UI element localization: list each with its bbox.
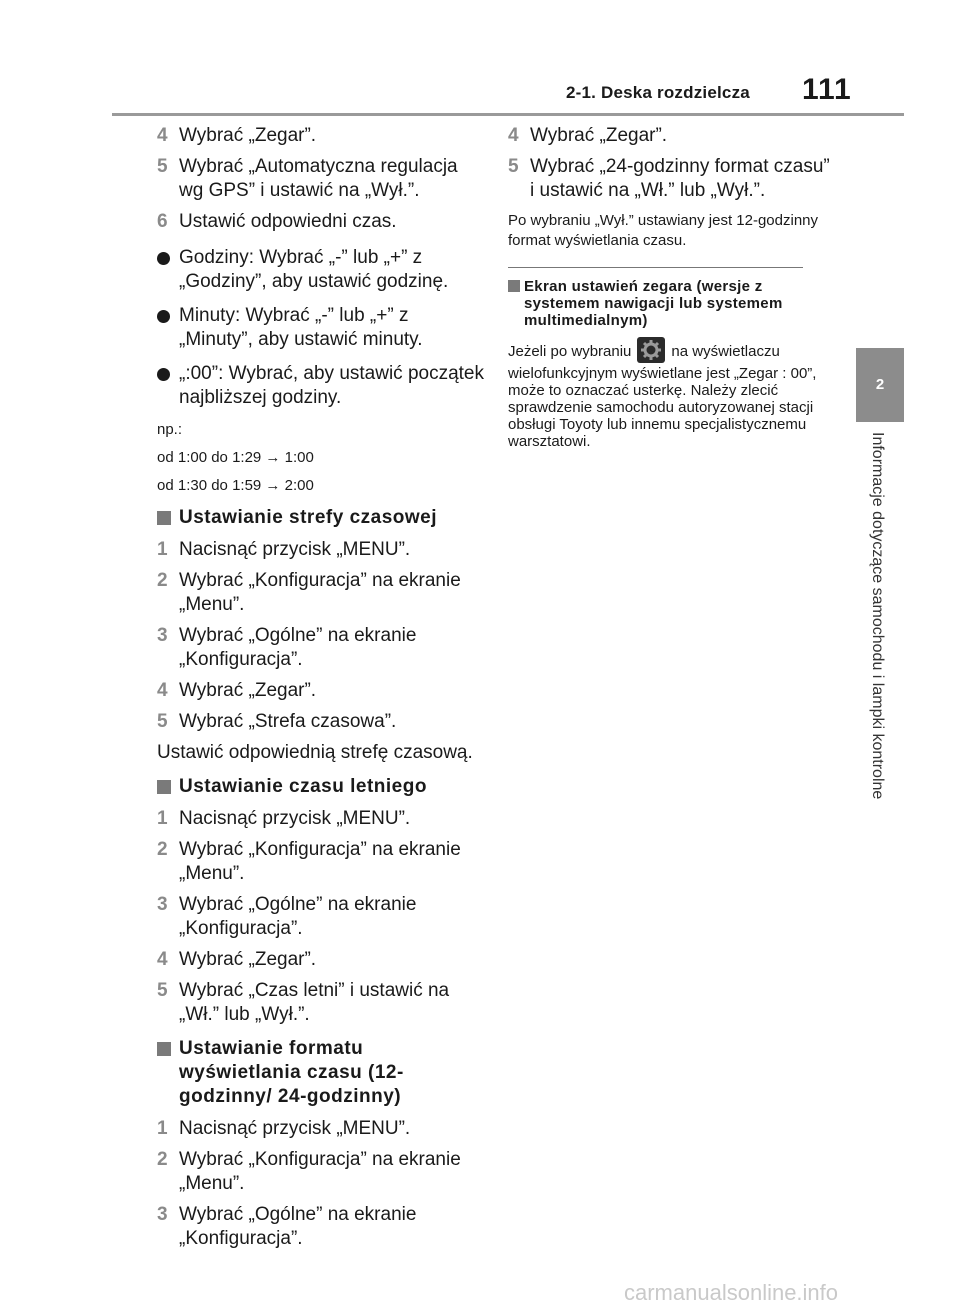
chapter-tab	[856, 348, 904, 422]
example-block	[157, 420, 487, 496]
heading-text: Ustawianie formatu wyświetlania czasu (12-godzinny/ 24-godzinny)	[179, 1038, 404, 1107]
step-text: Wybrać „Ogólne” na ekranie „Konfiguracja”.	[179, 894, 417, 939]
step-item	[157, 210, 487, 234]
bullet-dot	[157, 368, 170, 381]
gear-icon	[637, 337, 665, 363]
step-number: 2	[157, 1149, 168, 1170]
page-number: 111	[802, 73, 852, 106]
step-text: Ustawić odpowiedni czas.	[179, 211, 397, 232]
step-item	[157, 1203, 487, 1251]
warning-text-before: Jeżeli po wybraniu	[508, 342, 632, 360]
step-number: 3	[157, 625, 168, 646]
step-item	[508, 124, 833, 148]
step-number: 5	[508, 156, 519, 177]
step-number: 2	[157, 839, 168, 860]
step-text: Wybrać „Ogólne” na ekranie „Konfiguracja”.	[179, 1204, 417, 1249]
note-text: Ustawić odpowiednią strefę czasową.	[157, 742, 473, 763]
heading-text: Ustawianie czasu letniego	[179, 776, 427, 797]
step-item	[157, 710, 487, 734]
step-item	[508, 155, 833, 203]
step-text: Wybrać „Strefa czasowa”.	[179, 711, 397, 732]
bullet-text: Minuty: Wybrać „-” lub „+” z „Minuty”, aby ustawić minuty.	[179, 305, 423, 350]
bullet-text: „:00”: Wybrać, aby ustawić początek najbliższej godziny.	[179, 363, 485, 408]
step-text: Wybrać „Ogólne” na ekranie „Konfiguracja”.	[179, 625, 417, 670]
step-item	[157, 1117, 487, 1141]
step-item	[157, 155, 487, 203]
warning-text	[508, 339, 830, 450]
step-item	[157, 948, 487, 972]
watermark: carmanualsonline.info	[624, 1280, 839, 1305]
step-item	[157, 979, 487, 1027]
step-number: 6	[157, 211, 168, 232]
heading-text: Ustawianie strefy czasowej	[179, 507, 437, 528]
heading-square-icon	[157, 1042, 171, 1056]
bullet-dot	[157, 310, 170, 323]
heading-square-icon	[157, 780, 171, 794]
step-item	[157, 807, 487, 831]
left-column	[157, 124, 487, 1258]
header-divider	[112, 113, 904, 116]
step-text: Nacisnąć przycisk „MENU”.	[179, 1118, 411, 1139]
step-text: Nacisnąć przycisk „MENU”.	[179, 539, 411, 560]
step-number: 2	[157, 570, 168, 591]
bullet-text: Godziny: Wybrać „-” lub „+” z „Godziny”, aby ustawić godzinę.	[179, 247, 449, 292]
example-line: od 1:30 do 1:59 → 2:00	[157, 477, 314, 494]
step-item	[157, 679, 487, 703]
step-number: 1	[157, 539, 168, 560]
section-divider	[508, 267, 803, 268]
step-text: Wybrać „Konfiguracja” na ekranie „Menu”.	[179, 839, 461, 884]
step-text: Wybrać „Zegar”.	[179, 125, 317, 146]
step-number: 3	[157, 894, 168, 915]
example-label: np.:	[157, 421, 183, 438]
step-item	[157, 1148, 487, 1196]
step-text: Wybrać „Czas letni” i ustawić na „Wł.” lub „Wył.”.	[179, 980, 450, 1025]
step-text: Wybrać „Konfiguracja” na ekranie „Menu”.	[179, 570, 461, 615]
step-text: Wybrać „Automatyczna regulacja wg GPS” i ustawić na „Wył.”.	[179, 156, 458, 201]
step-number: 5	[157, 711, 168, 732]
step-text: Nacisnąć przycisk „MENU”.	[179, 808, 411, 829]
section-title: 2-1. Deska rozdzielcza	[566, 83, 750, 102]
warning-text-after: na wyświetlaczu wielofunkcyjnym wyświetlane jest „Zegar : 00”, może to oznaczać usterkę. Należy zlecić sprawdzenie samochodu autoryzowanej stacji obsługi Toyoty lub innemu specjalistycznemu warsztatowi.	[508, 342, 817, 450]
step-item	[157, 893, 487, 941]
step-number: 1	[157, 808, 168, 829]
step-number: 4	[157, 949, 168, 970]
step-text: Wybrać „Zegar”.	[179, 680, 317, 701]
section-heading	[157, 1037, 487, 1109]
step-number: 5	[157, 980, 168, 1001]
step-item	[157, 538, 487, 562]
step-item	[157, 838, 487, 886]
bullet-item	[157, 246, 487, 294]
chapter-number: 2	[875, 376, 885, 393]
step-number: 4	[508, 125, 519, 146]
bullet-dot	[157, 252, 170, 265]
bullet-item	[157, 304, 487, 352]
right-column	[508, 124, 833, 450]
section-heading	[157, 775, 487, 799]
section-heading	[157, 506, 487, 530]
step-text: Wybrać „Zegar”.	[179, 949, 317, 970]
step-item	[157, 124, 487, 148]
heading-text: Ekran ustawień zegara (wersje z systemem nawigacji lub systemem multimedialnym)	[524, 278, 783, 329]
heading-square-icon	[508, 280, 520, 292]
step-number: 4	[157, 680, 168, 701]
step-text: Wybrać „Konfiguracja” na ekranie „Menu”.	[179, 1149, 461, 1194]
step-item	[157, 569, 487, 617]
heading-square-icon	[157, 511, 171, 525]
step-number: 3	[157, 1204, 168, 1225]
step-text: Wybrać „24-godzinny format czasu” i ustawić na „Wł.” lub „Wył.”.	[530, 156, 830, 201]
format-note: Po wybraniu „Wył.” ustawiany jest 12-godzinny format wyświetlania czasu.	[508, 212, 818, 249]
step-number: 4	[157, 125, 168, 146]
chapter-label: Informacje dotyczące samochodu i lampki kontrolne	[869, 432, 886, 800]
bullet-item	[157, 362, 487, 410]
section-heading	[508, 278, 809, 329]
step-item	[157, 624, 487, 672]
step-text: Wybrać „Zegar”.	[530, 125, 668, 146]
example-line: od 1:00 do 1:29 → 1:00	[157, 449, 314, 466]
step-number: 5	[157, 156, 168, 177]
step-number: 1	[157, 1118, 168, 1139]
